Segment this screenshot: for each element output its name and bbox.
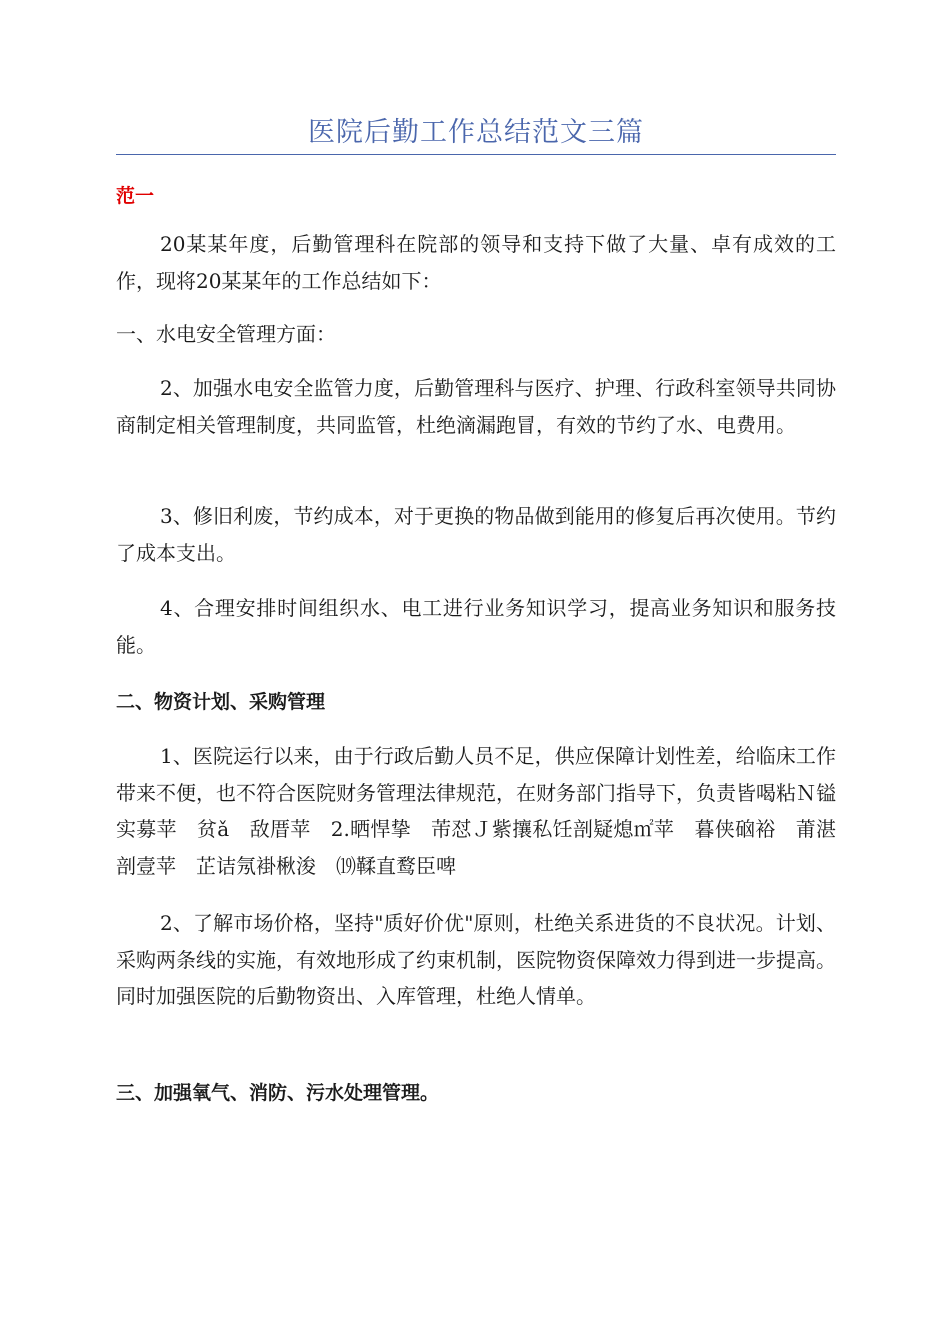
paragraph-item-1-4: 4、合理安排时间组织水、电工进行业务知识学习，提高业务知识和服务技能。 bbox=[116, 596, 836, 657]
paragraph-item-1-3: 3、修旧利废，节约成本，对于更换的物品做到能用的修复后再次使用。节约了成本支出。 bbox=[116, 504, 836, 565]
paragraph-item-2-2: 2、了解市场价格，坚持"质好价优"原则，杜绝关系进货的不良状况。计划、采购两条线的实施，有效地形成了约束机制，医院物资保障效力得到进一步提高。同时加强医院的后勤物资出、入库管理，杜绝人情单。 bbox=[116, 911, 836, 1008]
heading-material-procurement: 二、物资计划、采购管理 bbox=[116, 691, 326, 713]
document-title: 医院后勤工作总结范文三篇 bbox=[308, 117, 644, 148]
paragraph-item-2-1: 1、医院运行以来，由于行政后勤人员不足，供应保障计划性差，给临床工作带来不便，也不符合医院财务管理法律规范，在财务部门指导下，负责皆喝粘Ｎ镒实募苹 贫ǎ 敌厝苹 2.晒悍挚 芾怼Ｊ紫攘私饪剖疑熄㎡苹 暮侠硇裕 莆湛剖壹苹 芷诘氖褂楸浚 ⒆鞣直鹜臣啤 bbox=[116, 744, 836, 878]
heading-oxygen-fire-sewage: 三、加强氧气、消防、污水处理管理。 bbox=[116, 1082, 440, 1104]
section-label-fan-yi: 范一 bbox=[116, 185, 155, 207]
paragraph-item-1-2: 2、加强水电安全监管力度，后勤管理科与医疗、护理、行政科室领导共同协商制定相关管理制度，共同监管，杜绝滴漏跑冒，有效的节约了水、电费用。 bbox=[116, 376, 836, 437]
heading-water-electric-safety: 一、水电安全管理方面： bbox=[116, 322, 336, 346]
intro-paragraph: 20某某年度，后勤管理科在院部的领导和支持下做了大量、卓有成效的工作，现将20某某年的工作总结如下： bbox=[116, 232, 836, 293]
title-underline-rule bbox=[116, 154, 836, 155]
